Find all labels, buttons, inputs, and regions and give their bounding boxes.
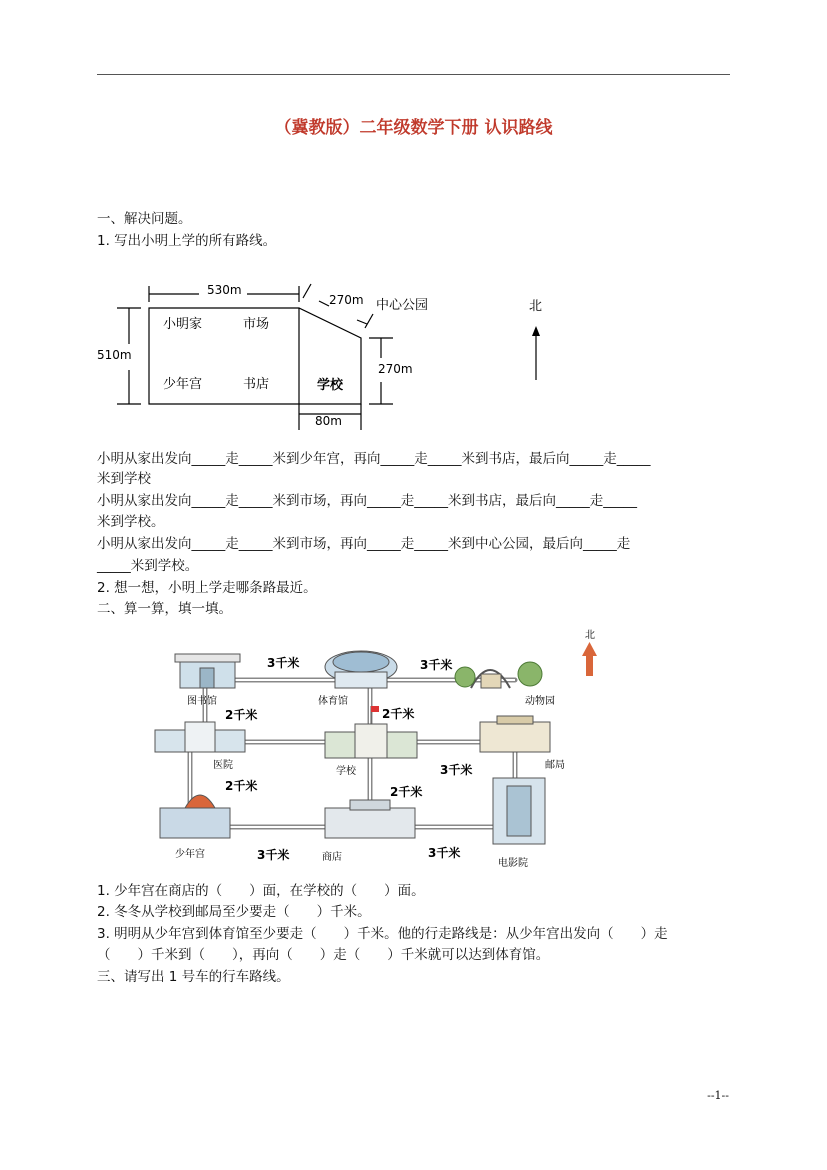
map-label-gym: 体育馆 bbox=[318, 696, 348, 707]
dist-school-post: 3千米 bbox=[440, 763, 473, 777]
fill-line-3: 小明从家出发向_____走_____米到市场，再向_____走_____米到中心公园，最后向_____走 bbox=[97, 536, 631, 552]
cinema-building-icon bbox=[493, 778, 545, 844]
dist-top: 530m bbox=[207, 283, 242, 297]
page-number: --1-- bbox=[707, 1089, 729, 1102]
gym-building-icon bbox=[325, 651, 397, 688]
dist-school-shop: 2千米 bbox=[390, 785, 423, 799]
page-title: （冀教版）二年级数学下册 认识路线 bbox=[274, 118, 553, 138]
map-label-library: 图书馆 bbox=[187, 696, 217, 707]
map-label-school: 学校 bbox=[336, 766, 356, 777]
dist-diagonal: 270m bbox=[329, 293, 364, 307]
map-label-shop: 商店 bbox=[322, 852, 342, 863]
map-label-post: 邮局 bbox=[545, 760, 565, 771]
fill-line-2b: 米到学校。 bbox=[97, 514, 165, 530]
dist-palace-shop: 3千米 bbox=[257, 848, 290, 862]
dist-gym-zoo: 3千米 bbox=[420, 658, 453, 672]
north-arrow-icon bbox=[532, 326, 540, 336]
dist-bottom: 80m bbox=[315, 414, 342, 428]
post-office-building-icon bbox=[480, 716, 550, 752]
shop-building-icon bbox=[325, 800, 415, 838]
label-home: 小明家 bbox=[163, 317, 203, 332]
dist-shop-cinema: 3千米 bbox=[428, 846, 461, 860]
question-1: 1. 写出小明上学的所有路线。 bbox=[97, 233, 277, 249]
section-2-q3b: （ ）千米到（ ），再向（ ）走（ ）千米就可以达到体育馆。 bbox=[97, 947, 550, 963]
map-north-arrow-icon bbox=[582, 642, 597, 676]
header-rule bbox=[97, 74, 730, 75]
route-diagram bbox=[97, 270, 617, 430]
section-2-q2: 2. 冬冬从学校到邮局至少要走（ ）千米。 bbox=[97, 904, 371, 920]
section-2-q1: 1. 少年宫在商店的（ ）面，在学校的（ ）面。 bbox=[97, 883, 425, 899]
label-palace: 少年宫 bbox=[163, 377, 203, 392]
dist-hospital-palace: 2千米 bbox=[225, 779, 258, 793]
section-2-q3a: 3. 明明从少年宫到体育馆至少要走（ ）千米。他的行走路线是：从少年宫出发向（ ）走 bbox=[97, 926, 668, 942]
label-bookstore: 书店 bbox=[243, 377, 270, 392]
map-label-palace: 少年宫 bbox=[175, 849, 205, 860]
fill-line-2: 小明从家出发向_____走_____米到市场，再向_____走_____米到书店，最后向_____走_____ bbox=[97, 493, 637, 509]
dist-library-hospital: 2千米 bbox=[225, 708, 258, 722]
dist-left: 510m bbox=[97, 348, 132, 362]
section-3-heading: 三、请写出 1 号车的行车路线。 bbox=[97, 969, 290, 985]
map-label-cinema: 电影院 bbox=[498, 858, 528, 869]
fill-line-1: 小明从家出发向_____走_____米到少年宫，再向_____走_____米到书店，最后向_____走_____ bbox=[97, 451, 651, 467]
dist-right: 270m bbox=[378, 362, 413, 376]
city-map bbox=[145, 622, 615, 874]
fill-line-1b: 米到学校 bbox=[97, 471, 151, 487]
north-label: 北 bbox=[529, 299, 543, 314]
section-2-heading: 二、算一算，填一填。 bbox=[97, 601, 232, 617]
library-building-icon bbox=[175, 654, 240, 688]
map-north-label: 北 bbox=[585, 630, 595, 641]
label-school: 学校 bbox=[317, 378, 344, 393]
question-2: 2. 想一想，小明上学走哪条路最近。 bbox=[97, 580, 317, 596]
map-label-hospital: 医院 bbox=[213, 760, 233, 771]
hospital-building-icon bbox=[155, 722, 245, 752]
dist-library-gym: 3千米 bbox=[267, 656, 300, 670]
label-market: 市场 bbox=[243, 317, 270, 332]
map-label-zoo: 动物园 bbox=[525, 696, 555, 707]
zoo-gate-icon bbox=[455, 662, 542, 688]
section-1-heading: 一、解决问题。 bbox=[97, 211, 192, 227]
dist-gym-school: 2千米 bbox=[382, 707, 415, 721]
label-park: 中心公园 bbox=[376, 298, 429, 313]
fill-line-3b: _____米到学校。 bbox=[97, 558, 199, 574]
youth-palace-building-icon bbox=[160, 795, 230, 838]
